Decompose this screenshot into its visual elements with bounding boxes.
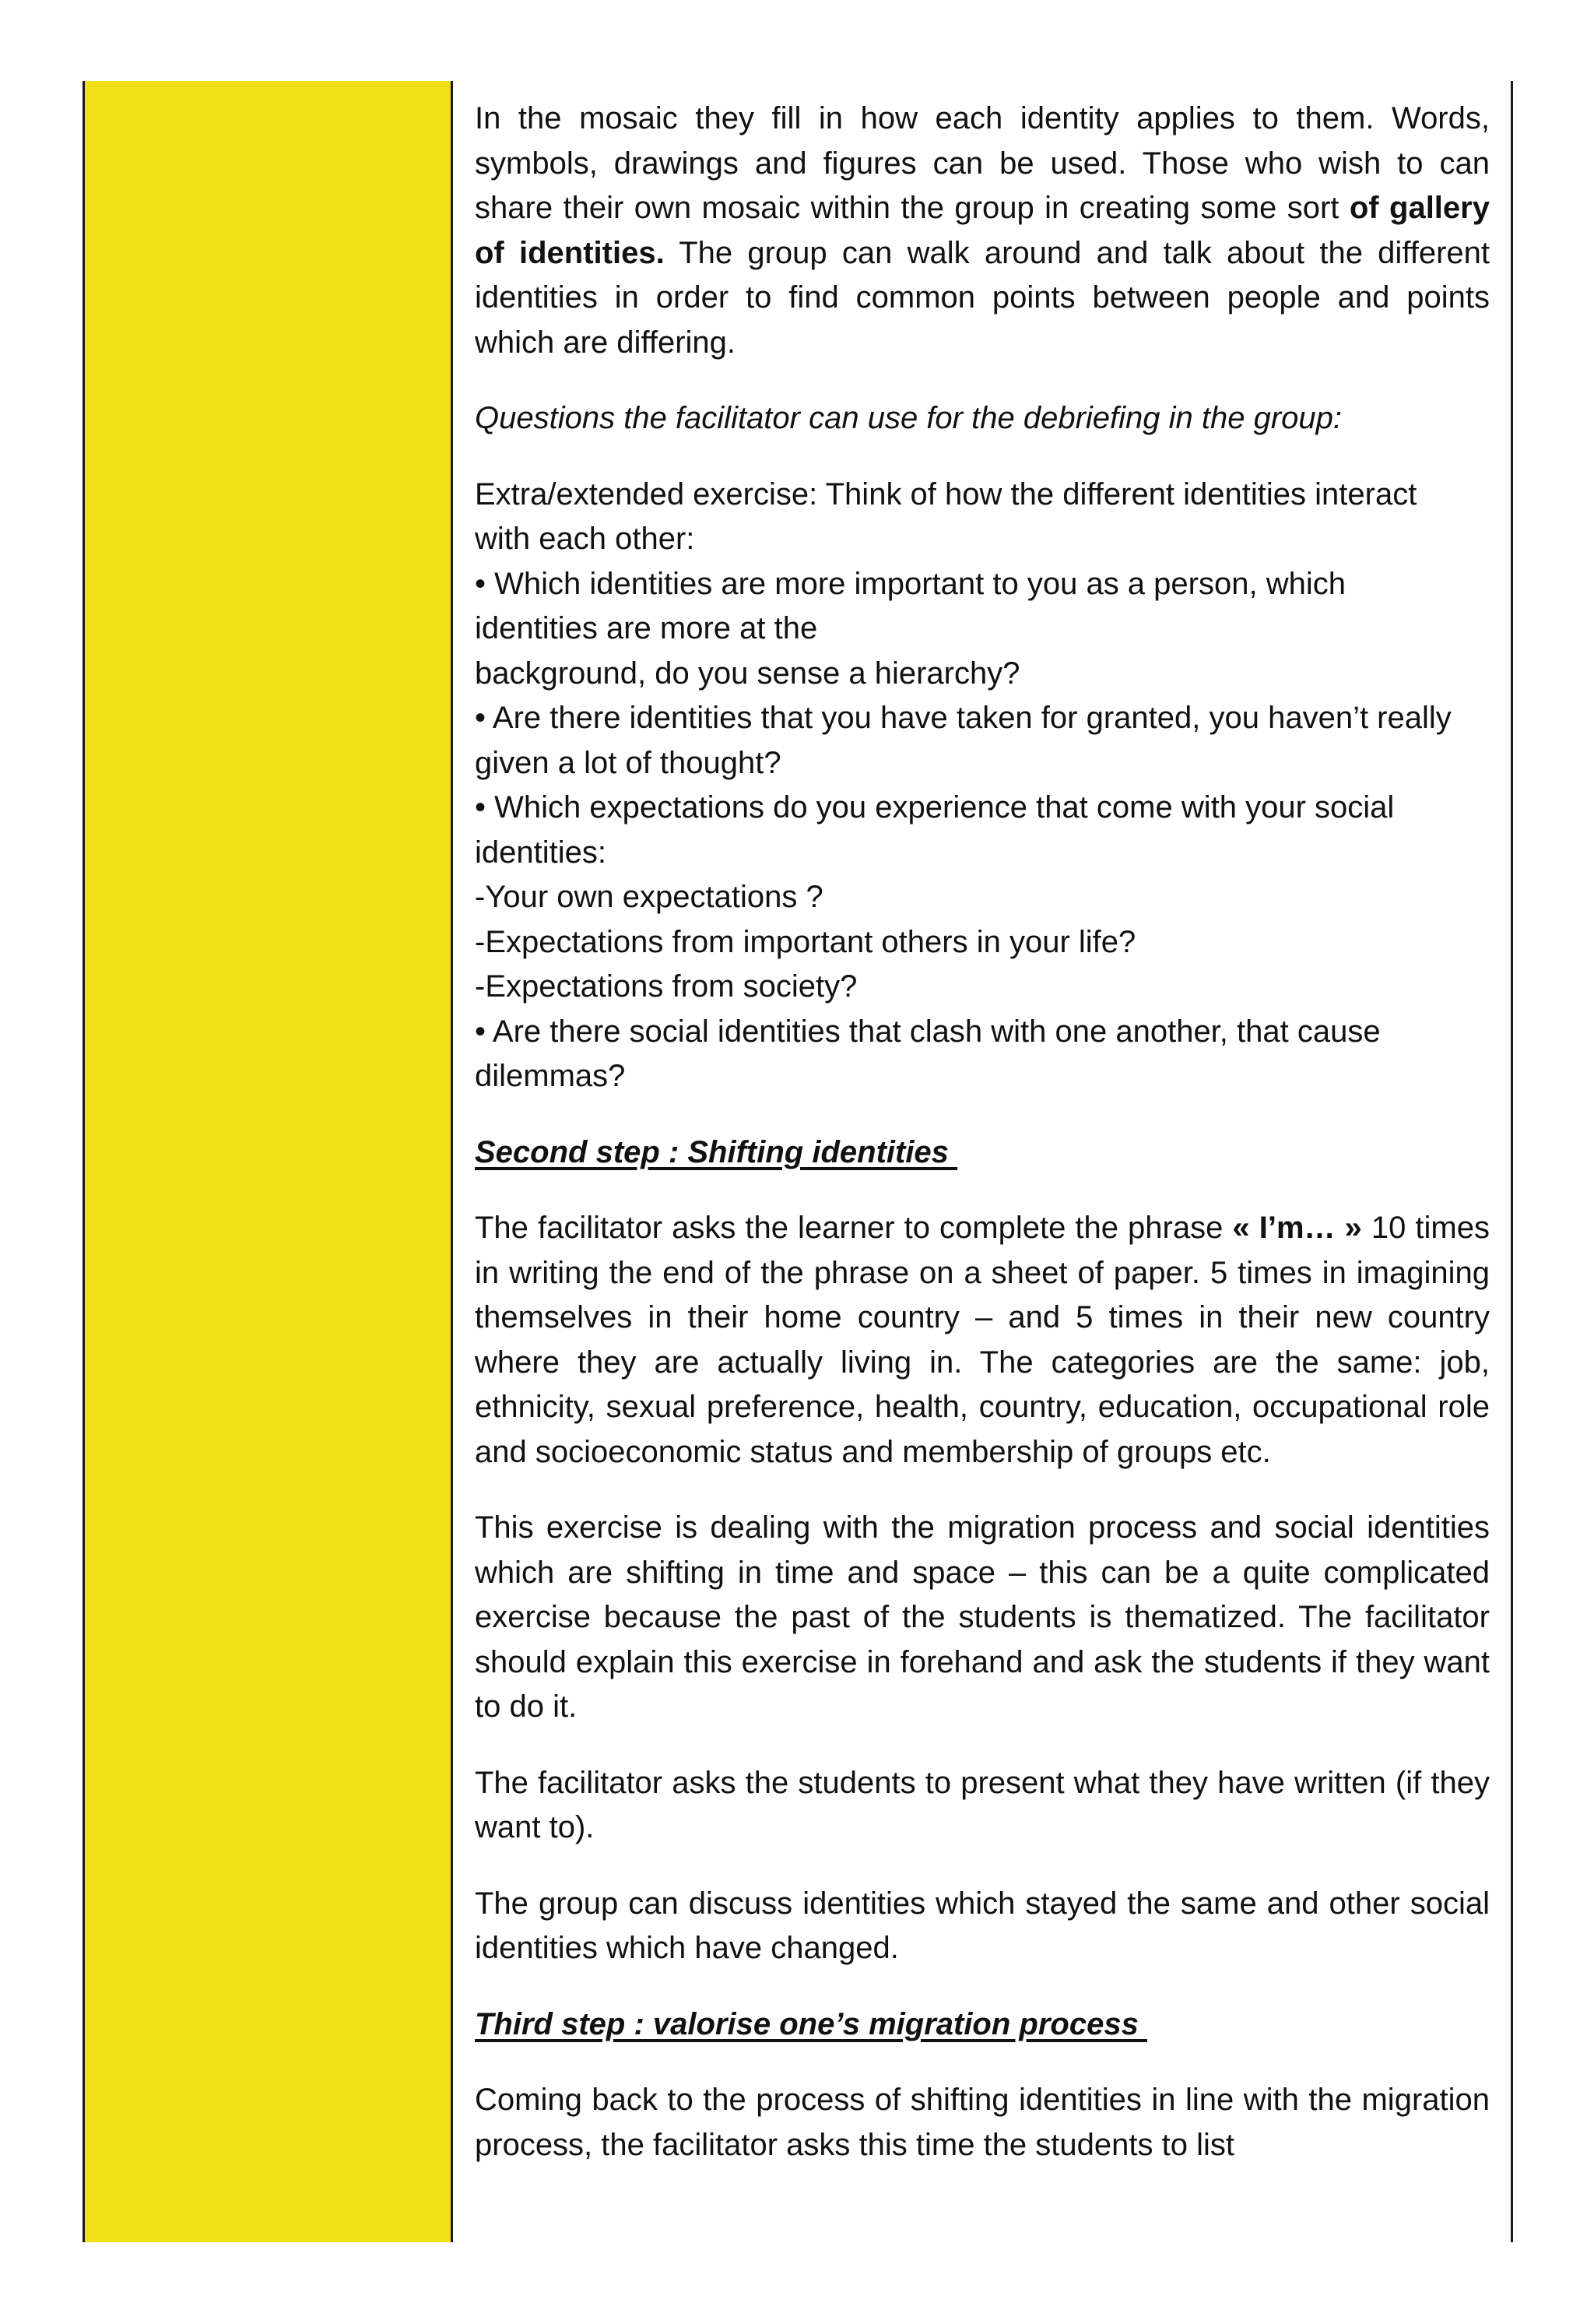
page-frame [83,81,1513,2242]
right-border [1511,81,1513,2242]
extra-exercise [475,473,1490,1099]
step3-heading: Third step : valorise one’s migration process [475,2006,1147,2041]
middle-border [451,81,453,2242]
bullet-line: • Are there identities that you have taken for granted, you haven’t really [475,701,1452,735]
gallery-bold: of gallery of identities. [475,191,1490,270]
extra-line: Extra/extended exercise: Think of how the different identities interact [475,476,1417,512]
bullet-line: background, do you sense a hierarchy? [475,656,1020,691]
yellow-sidebar [85,81,451,2242]
step2-paragraph-2: This exercise is dealing with the migration process and social identities which are shifting in time and space – this can be a quite complicated exercise because the past of the students is thematized. The facilitator should explain this exercise in forehand and ask the students if they want to do it. [475,1510,1490,1724]
questions-intro: Questions the facilitator can use for the debriefing in the group: [475,401,1343,435]
bullet-line: • Are there social identities that clash with one another, that cause [475,1014,1381,1049]
bullet-line: given a lot of thought? [475,745,781,780]
extra-line: with each other: [475,522,695,556]
step2-paragraph-4: The group can discuss identities which stayed the same and other social identities which have changed. [475,1886,1490,1965]
step3-paragraph-1: Coming back to the process of shifting identities in line with the migration process, the facilitator asks this time the students to list [475,2083,1490,2162]
bullet-line: • Which identities are more important to you as a person, which [475,566,1346,601]
step2-paragraph-1: The facilitator asks the learner to complete the phrase « I’m… » 10 times in writing the end of the phrase on a sheet of paper. 5 times in imagining themselves in their home country – and 5 times in their new country where they are actually living in. The categories are the same: job, ethnicity, sexual preference, health, country, education, occupational role and socioeconomic status and membership of groups etc. [475,1211,1490,1469]
bullet-line: • Which expectations do you experience that come with your social [475,790,1395,824]
step2-paragraph-3: The facilitator asks the students to present what they have written (if they want to). [475,1765,1490,1844]
sub-line: -Expectations from society? [475,969,858,1004]
bullet-line: identities: [475,835,606,870]
sub-line: -Your own expectations ? [475,880,823,914]
sub-line: -Expectations from important others in your life? [475,924,1136,959]
main-content [475,97,1490,2168]
step2-heading: Second step : Shifting identities [475,1134,958,1169]
im-phrase: « I’m… » [1232,1211,1362,1245]
bullet-line: dilemmas? [475,1059,626,1093]
mosaic-paragraph: In the mosaic they fill in how each identity applies to them. Words, symbols, drawings and figures can be used. Those who wish to can share their own mosaic within the group in creating some sort of gallery of identities. The group can walk around and talk about the different identities in order to find common points between people and points which are differing. [475,101,1490,360]
bullet-line: identities are more at the [475,611,818,645]
